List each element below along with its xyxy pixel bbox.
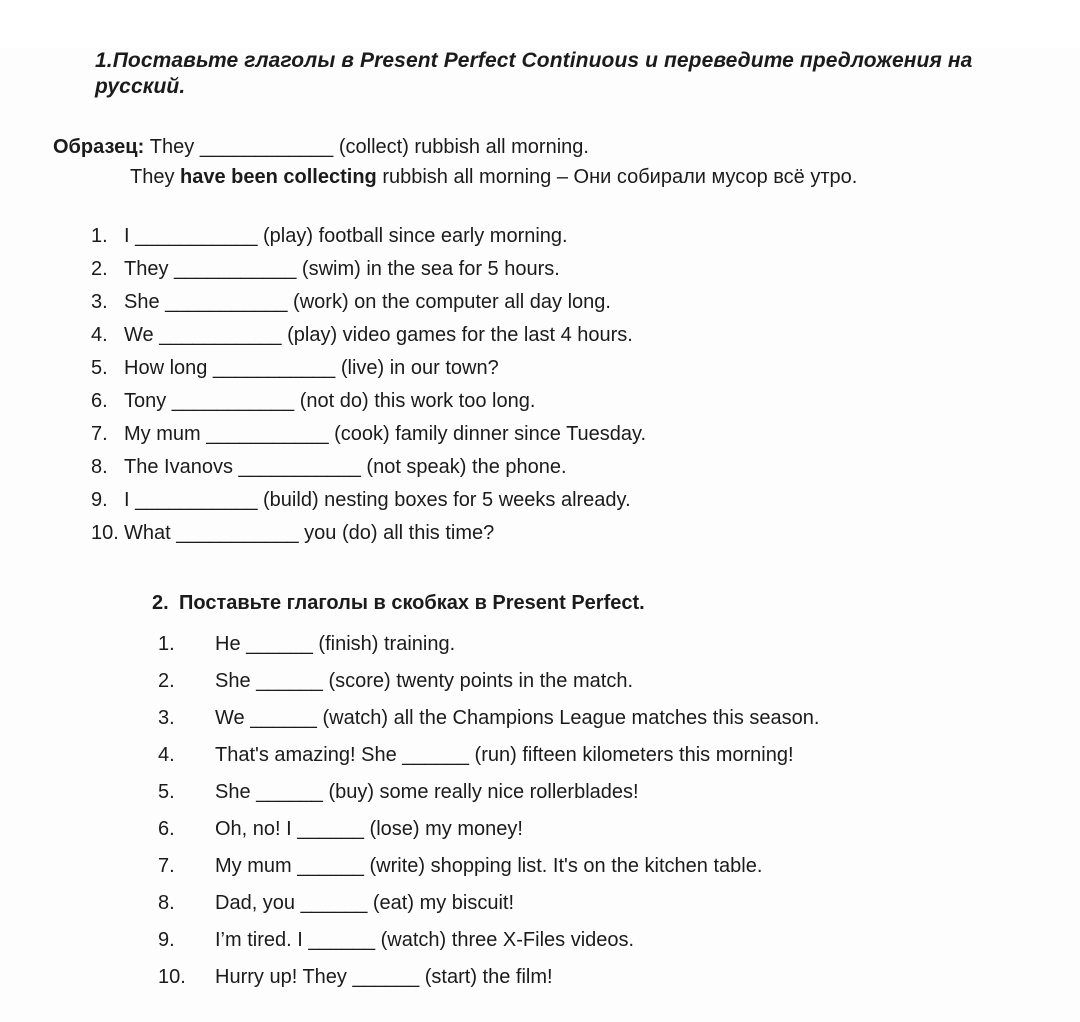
worksheet-page bbox=[0, 48, 1080, 1022]
list-item bbox=[91, 286, 1080, 319]
exercise2-title-text: Поставьте глаголы в скобках в Present Perfect. bbox=[179, 592, 645, 614]
exercise2-title bbox=[152, 588, 1080, 618]
example-answer-line bbox=[130, 162, 1080, 192]
item-number: 3. bbox=[158, 707, 175, 729]
item-number: 8. bbox=[158, 892, 175, 914]
example-answer-verb: have been collecting bbox=[180, 166, 377, 188]
list-item bbox=[158, 700, 1080, 737]
list-item bbox=[91, 484, 1080, 517]
item-text: Oh, no! I ______ (lose) my money! bbox=[215, 818, 523, 840]
item-text: My mum ___________ (cook) family dinner since Tuesday. bbox=[124, 423, 647, 445]
exercise2-list bbox=[0, 626, 1080, 996]
item-text: We ______ (watch) all the Champions League matches this season. bbox=[215, 707, 820, 729]
example-answer-suffix: rubbish all morning – Они собирали мусор всё утро. bbox=[376, 166, 858, 188]
item-text: Hurry up! They ______ (start) the film! bbox=[215, 966, 553, 988]
item-number: 4. bbox=[91, 324, 108, 346]
item-number: 9. bbox=[91, 489, 108, 511]
list-item bbox=[91, 352, 1080, 385]
list-item bbox=[158, 626, 1080, 663]
item-number: 6. bbox=[91, 390, 108, 412]
item-number: 1. bbox=[158, 633, 175, 655]
item-text: What ___________ you (do) all this time? bbox=[124, 522, 495, 544]
item-number: 7. bbox=[91, 423, 108, 445]
list-item bbox=[158, 737, 1080, 774]
item-number: 5. bbox=[158, 781, 175, 803]
item-text: She ___________ (work) on the computer all day long. bbox=[124, 291, 611, 313]
exercise1-list bbox=[0, 220, 1080, 550]
list-item bbox=[158, 811, 1080, 848]
list-item bbox=[91, 253, 1080, 286]
item-number: 1. bbox=[91, 225, 108, 247]
item-number: 10. bbox=[158, 966, 186, 988]
item-number: 5. bbox=[91, 357, 108, 379]
list-item bbox=[91, 517, 1080, 550]
item-number: 8. bbox=[91, 456, 108, 478]
item-text: I ___________ (build) nesting boxes for 5 weeks already. bbox=[124, 489, 631, 511]
item-number: 9. bbox=[158, 929, 175, 951]
item-text: They ___________ (swim) in the sea for 5 hours. bbox=[124, 258, 560, 280]
item-number: 2. bbox=[158, 670, 175, 692]
example-task-text: They ____________ (collect) rubbish all morning. bbox=[144, 136, 589, 158]
list-item bbox=[158, 848, 1080, 885]
list-item bbox=[158, 922, 1080, 959]
item-number: 2. bbox=[91, 258, 108, 280]
list-item bbox=[91, 451, 1080, 484]
exercise1-title: 1.Поставьте глаголы в Present Perfect Continuous и переведите предложения на русский. bbox=[95, 49, 973, 98]
item-number: 4. bbox=[158, 744, 175, 766]
item-text: I ___________ (play) football since early morning. bbox=[124, 225, 568, 247]
item-text: The Ivanovs ___________ (not speak) the phone. bbox=[124, 456, 567, 478]
item-text: Tony ___________ (not do) this work too long. bbox=[124, 390, 536, 412]
item-text: How long ___________ (live) in our town? bbox=[124, 357, 499, 379]
item-text: We ___________ (play) video games for the last 4 hours. bbox=[124, 324, 633, 346]
example-block bbox=[53, 132, 1080, 192]
item-text: Dad, you ______ (eat) my biscuit! bbox=[215, 892, 515, 914]
item-text: She ______ (score) twenty points in the match. bbox=[215, 670, 634, 692]
item-number: 6. bbox=[158, 818, 175, 840]
item-text: I’m tired. I ______ (watch) three X-Files videos. bbox=[215, 929, 635, 951]
item-text: She ______ (buy) some really nice rollerblades! bbox=[215, 781, 639, 803]
list-item bbox=[91, 319, 1080, 352]
item-text: He ______ (finish) training. bbox=[215, 633, 456, 655]
item-text: That's amazing! She ______ (run) fifteen kilometers this morning! bbox=[215, 744, 794, 766]
list-item bbox=[158, 774, 1080, 811]
list-item bbox=[158, 959, 1080, 996]
list-item bbox=[91, 385, 1080, 418]
example-answer-prefix: They bbox=[130, 166, 181, 188]
list-item bbox=[91, 418, 1080, 451]
item-text: My mum ______ (write) shopping list. It's on the kitchen table. bbox=[215, 855, 763, 877]
item-number: 10. bbox=[91, 522, 119, 544]
exercise2-number: 2. bbox=[152, 592, 169, 614]
item-number: 7. bbox=[158, 855, 175, 877]
item-number: 3. bbox=[91, 291, 108, 313]
list-item bbox=[91, 220, 1080, 253]
example-label: Образец: bbox=[53, 136, 145, 158]
list-item bbox=[158, 885, 1080, 922]
example-task-line bbox=[53, 132, 1080, 162]
list-item bbox=[158, 663, 1080, 700]
